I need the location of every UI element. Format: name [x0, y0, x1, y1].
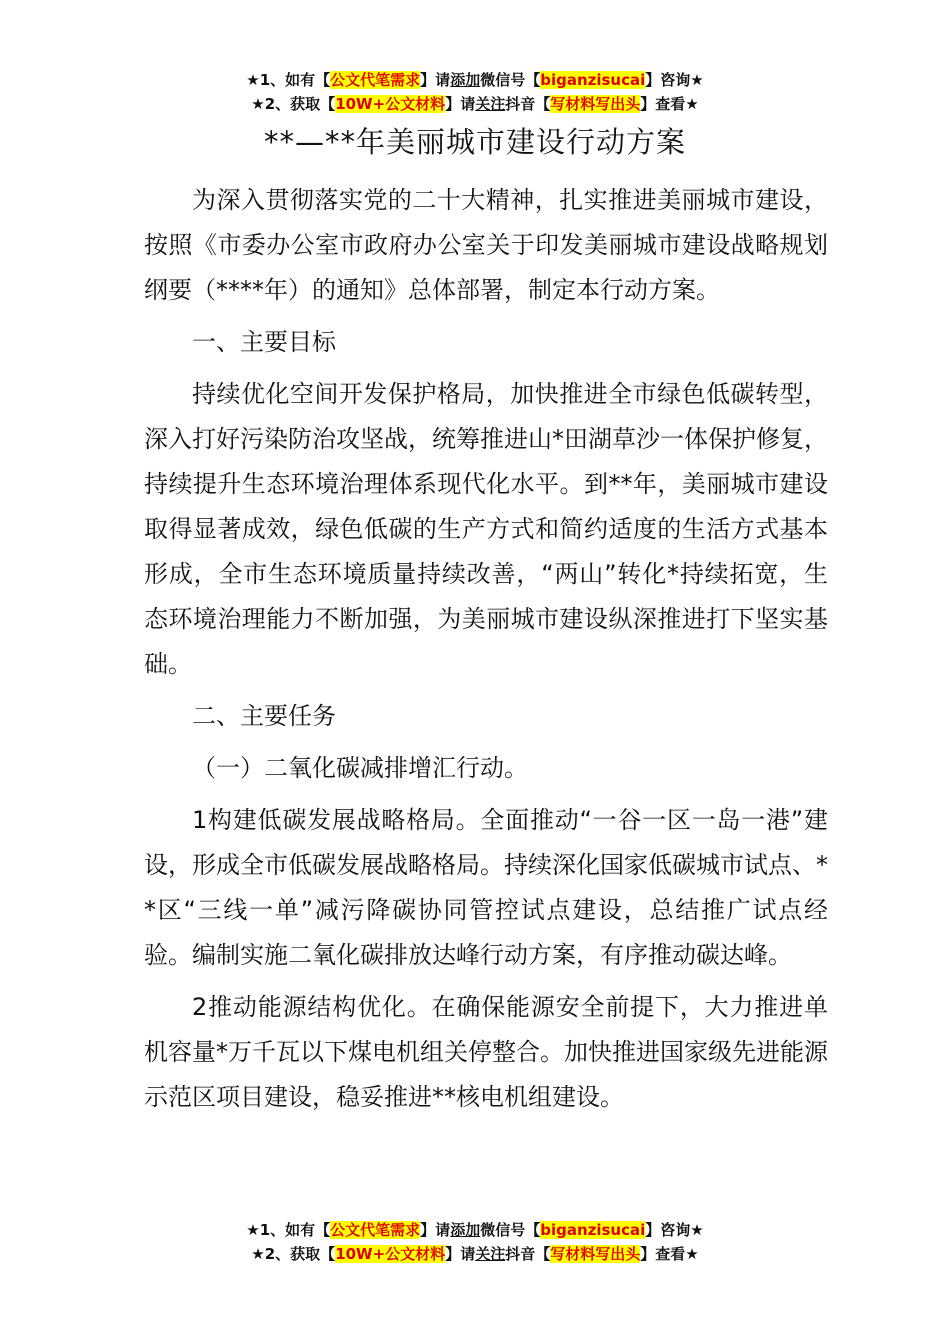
highlight-materials: 10W+公文材料: [335, 95, 446, 113]
banner-line-1: ★1、如有【公文代笔需求】请添加微信号【biganzisucai】咨询★: [246, 71, 704, 89]
paragraph-task-1: 1构建低碳发展战略格局。全面推动“一谷一区一岛一港”建设，形成全市低碳发展战略格局。持续深化国家低碳城市试点、**区“三线一单”减污降碳协同管控试点建设，总结推广试点经验。编制实施二氧化碳排放达峰行动方案，有序推动碳达峰。: [144, 806, 828, 969]
banner-line-2: ★2、获取【10W+公文材料】请关注抖音【写材料写出头】查看★: [251, 1245, 699, 1263]
highlight-service: 公文代笔需求: [330, 1221, 421, 1239]
document-body: [144, 178, 828, 1127]
subsection-heading-1: （一）二氧化碳减排增汇行动。: [192, 754, 528, 782]
section-heading-goals: 一、主要目标: [192, 328, 336, 356]
highlight-wechat-id: biganzisucai: [540, 1221, 646, 1239]
banner-line-1: ★1、如有【公文代笔需求】请添加微信号【biganzisucai】咨询★: [246, 1221, 704, 1239]
highlight-service: 公文代笔需求: [330, 71, 421, 89]
paragraph-goals: 持续优化空间开发保护格局，加快推进全市绿色低碳转型，深入打好污染防治攻坚战，统筹推进山*田湖草沙一体保护修复，持续提升生态环境治理体系现代化水平。到**年，美丽城市建设取得显著成效，绿色低碳的生产方式和简约适度的生活方式基本形成，全市生态环境质量持续改善，“两山”转化*持续拓宽，生态环境治理能力不断加强，为美丽城市建设纵深推进打下坚实基础。: [144, 380, 828, 678]
footer-banner: [0, 1218, 950, 1266]
highlight-douyin-id: 写材料写出头: [550, 1245, 641, 1263]
section-heading-tasks: 二、主要任务: [192, 702, 336, 730]
highlight-wechat-id: biganzisucai: [540, 71, 646, 89]
header-banner: [0, 68, 950, 116]
document-title: **—**年美丽城市建设行动方案: [263, 125, 686, 159]
paragraph-task-2: 2推动能源结构优化。在确保能源安全前提下，大力推进单机容量*万千瓦以下煤电机组关停整合。加快推进国家级先进能源示范区项目建设，稳妥推进**核电机组建设。: [144, 993, 828, 1111]
paragraph-intro: 为深入贯彻落实党的二十大精神，扎实推进美丽城市建设，按照《市委办公室市政府办公室关于印发美丽城市建设战略规划纲要（****年）的通知》总体部署，制定本行动方案。: [144, 186, 828, 304]
highlight-materials: 10W+公文材料: [335, 1245, 446, 1263]
highlight-douyin-id: 写材料写出头: [550, 95, 641, 113]
banner-line-2: ★2、获取【10W+公文材料】请关注抖音【写材料写出头】查看★: [251, 95, 699, 113]
